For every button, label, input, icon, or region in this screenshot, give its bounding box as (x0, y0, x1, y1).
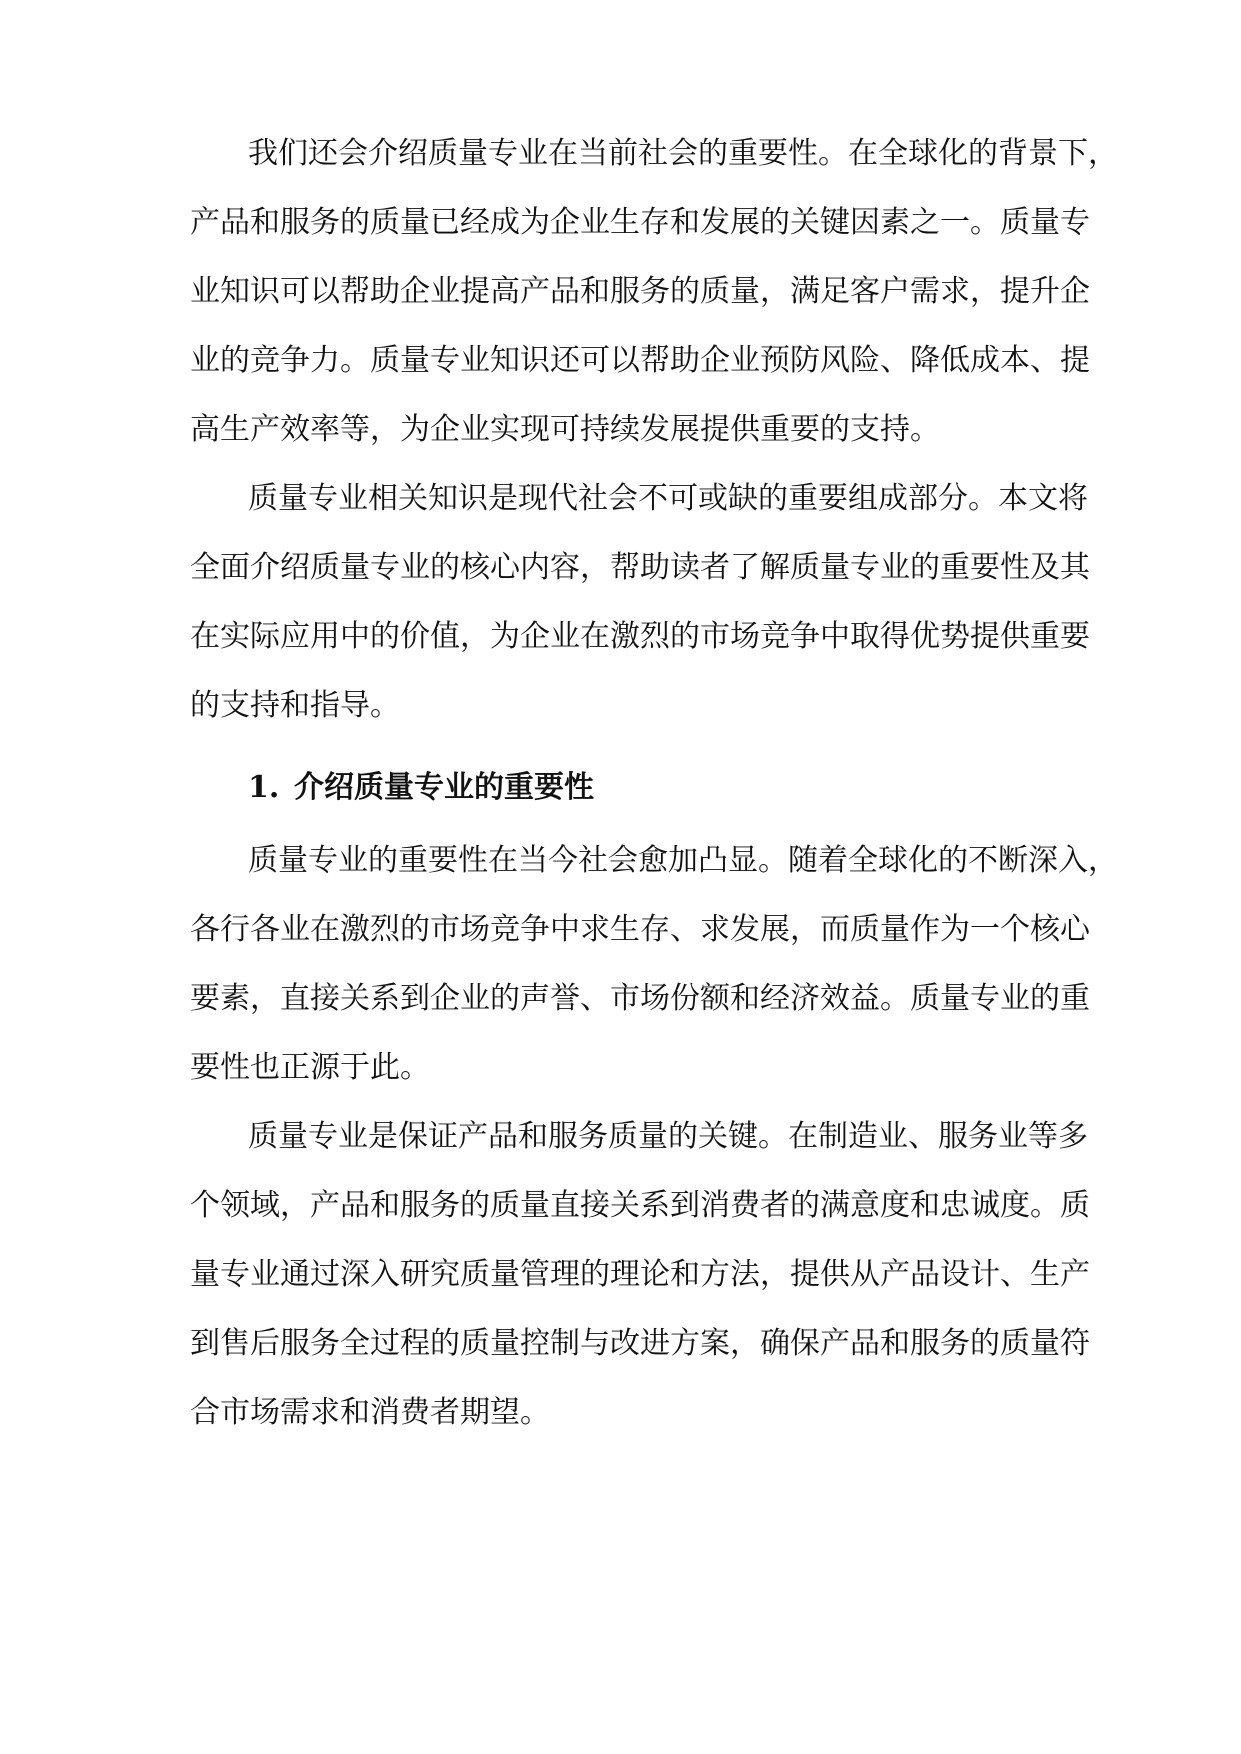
section-title: 介绍质量专业的重要性 (294, 770, 594, 805)
paragraph-3-line-3: 要素，直接关系到企业的声誉、市场份额和经济效益。质量专业的重 (190, 981, 1090, 1016)
paragraph-4-line-5: 合市场需求和消费者期望。 (190, 1395, 550, 1430)
section-number: 1. (248, 770, 280, 805)
paragraph-1-line-2: 产品和服务的质量已经成为企业生存和发展的关键因素之一。质量专 (190, 205, 1090, 240)
paragraph-1-line-4: 业的竞争力。质量专业知识还可以帮助企业预防风险、降低成本、提 (190, 343, 1090, 378)
paragraph-3-line-2: 各行各业在激烈的市场竞争中求生存、求发展，而质量作为一个核心 (190, 912, 1090, 947)
paragraph-2-line-2: 全面介绍质量专业的核心内容，帮助读者了解质量专业的重要性及其 (190, 550, 1090, 585)
paragraph-1-line-3: 业知识可以帮助企业提高产品和服务的质量，满足客户需求，提升企 (190, 274, 1090, 309)
paragraph-4-line-1: 质量专业是保证产品和服务质量的关键。在制造业、服务业等多 (248, 1119, 1088, 1154)
section-heading (248, 770, 594, 806)
paragraph-2-line-1: 质量专业相关知识是现代社会不可或缺的重要组成部分。本文将 (248, 481, 1088, 516)
paragraph-1-line-1: 我们还会介绍质量专业在当前社会的重要性。在全球化的背景下， (248, 136, 1118, 171)
paragraph-4-line-4: 到售后服务全过程的质量控制与改进方案，确保产品和服务的质量符 (190, 1326, 1090, 1361)
paragraph-3-line-1: 质量专业的重要性在当今社会愈加凸显。随着全球化的不断深入， (248, 843, 1118, 878)
paragraph-1-line-5: 高生产效率等，为企业实现可持续发展提供重要的支持。 (190, 412, 940, 447)
paragraph-3-line-4: 要性也正源于此。 (190, 1050, 430, 1085)
paragraph-2-line-3: 在实际应用中的价值，为企业在激烈的市场竞争中取得优势提供重要 (190, 619, 1090, 654)
paragraph-4-line-3: 量专业通过深入研究质量管理的理论和方法，提供从产品设计、生产 (190, 1257, 1090, 1292)
paragraph-4-line-2: 个领域，产品和服务的质量直接关系到消费者的满意度和忠诚度。质 (190, 1188, 1090, 1223)
paragraph-2-line-4: 的支持和指导。 (190, 688, 400, 723)
